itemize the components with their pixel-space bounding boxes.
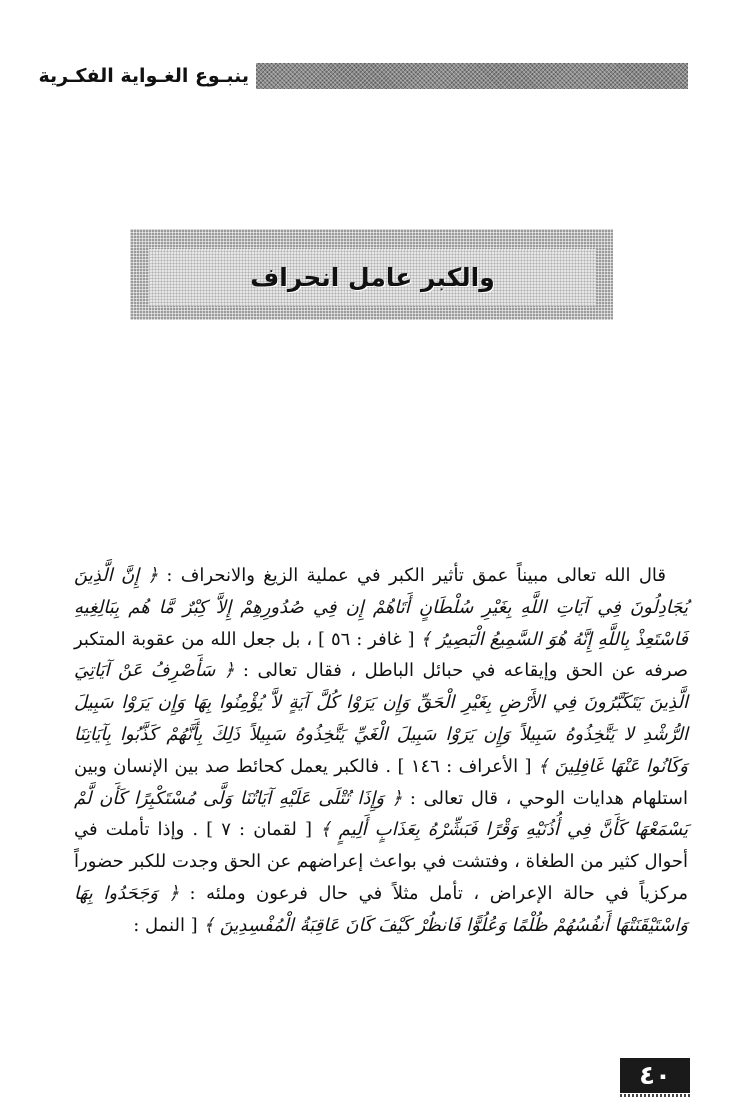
quran-verse-araf: ﴿ سَأَصْرِفُ عَنْ آيَاتِيَ الَّذِينَ يَتَكَبَّرُونَ فِي الأَرْضِ بِغَيْرِ الْحَقِّ وَإِن يَرَوْا كُلَّ آيَةٍ لاَّ يُؤْمِنُوا بِهَا وَإِن يَرَوْا سَبِيلَ الرُّشْدِ لا يَتَّخِذُوهُ سَبِيلاً وَإِن يَرَوْا سَبِيلَ الْغَيِّ يَتَّخِذُوهُ سَبِيلاً ذَلِكَ بِأَنَّهُمْ كَذَّبُوا بِآيَاتِنَا وَكَانُوا عَنْهَا غَافِلِينَ ﴾	[74, 660, 688, 777]
quran-verse-ghafir: ﴿ إِنَّ الَّذِينَ يُجَادِلُونَ فِي آيَاتِ اللَّهِ بِغَيْرِ سُلْطَانٍ أَتَاهُمْ إِن فِي صُدُورِهِمْ إِلاَّ كِبْرٌ مَّا هُم بِبَالِغِيهِ فَاسْتَعِذْ بِاللَّهِ إِنَّهُ هُوَ السَّمِيعُ الْبَصِيرُ ﴾	[74, 565, 688, 650]
body-text-run: [ لقمان : ٧ ] . وإذا تأملت في أحوال كثير من الطغاة ، وفتشت في بواعث إعراضهم عن الحق وجدت للكبر حضوراً مركزياً في حالة الإعراض ، تأمل مثلاً في حال فرعون وملئه :	[74, 819, 688, 904]
running-title: ينبـوع الغـواية الفكـرية	[38, 65, 249, 87]
body-text-run: [ غافر : ٥٦ ] ، بل جعل الله من عقوبة المتكبر صرفه عن الحق وإيقاعه في حبائل الباطل ، فقال تعالى :	[74, 628, 688, 682]
page-number-text: ٤٠	[639, 1060, 671, 1091]
quran-verse-naml: ﴿ وَجَحَدُوا بِهَا وَاسْتَيْقَنَتْهَا أَنفُسُهُمْ ظُلْمًا وَعُلُوًّا فَانظُرْ كَيْفَ كَانَ عَاقِبَةُ الْمُفْسِدِينَ ﴾	[74, 882, 688, 936]
section-title: والكبر عامل انحراف	[250, 263, 495, 292]
section-title-box	[149, 249, 596, 306]
body-text-run: قال الله تعالى مبيناً عمق تأثير الكبر في عملية الزيغ والانحراف :	[158, 565, 666, 586]
page-number-rule	[620, 1094, 690, 1097]
body-text-run: [ النمل :	[133, 914, 204, 936]
paragraph	[74, 560, 688, 942]
body-text	[74, 560, 688, 942]
header-pattern-band	[256, 63, 688, 89]
quran-verse-luqman: ﴿ وَإِذَا تُتْلَى عَلَيْهِ آيَاتُنَا وَلَّى مُسْتَكْبِرًا كَأَن لَّمْ يَسْمَعْهَا كَأَنَّ فِي أُذُنَيْهِ وَقْرًا فَبَشِّرْهُ بِعَذَابٍ أَلِيمٍ ﴾	[74, 787, 688, 841]
body-text-run: [ الأعراف : ١٤٦ ] . فالكبر يعمل كحائط صد بين الإنسان وبين استلهام هدايات الوحي ، قال تعالى :	[74, 755, 688, 809]
page-number	[620, 1058, 690, 1093]
